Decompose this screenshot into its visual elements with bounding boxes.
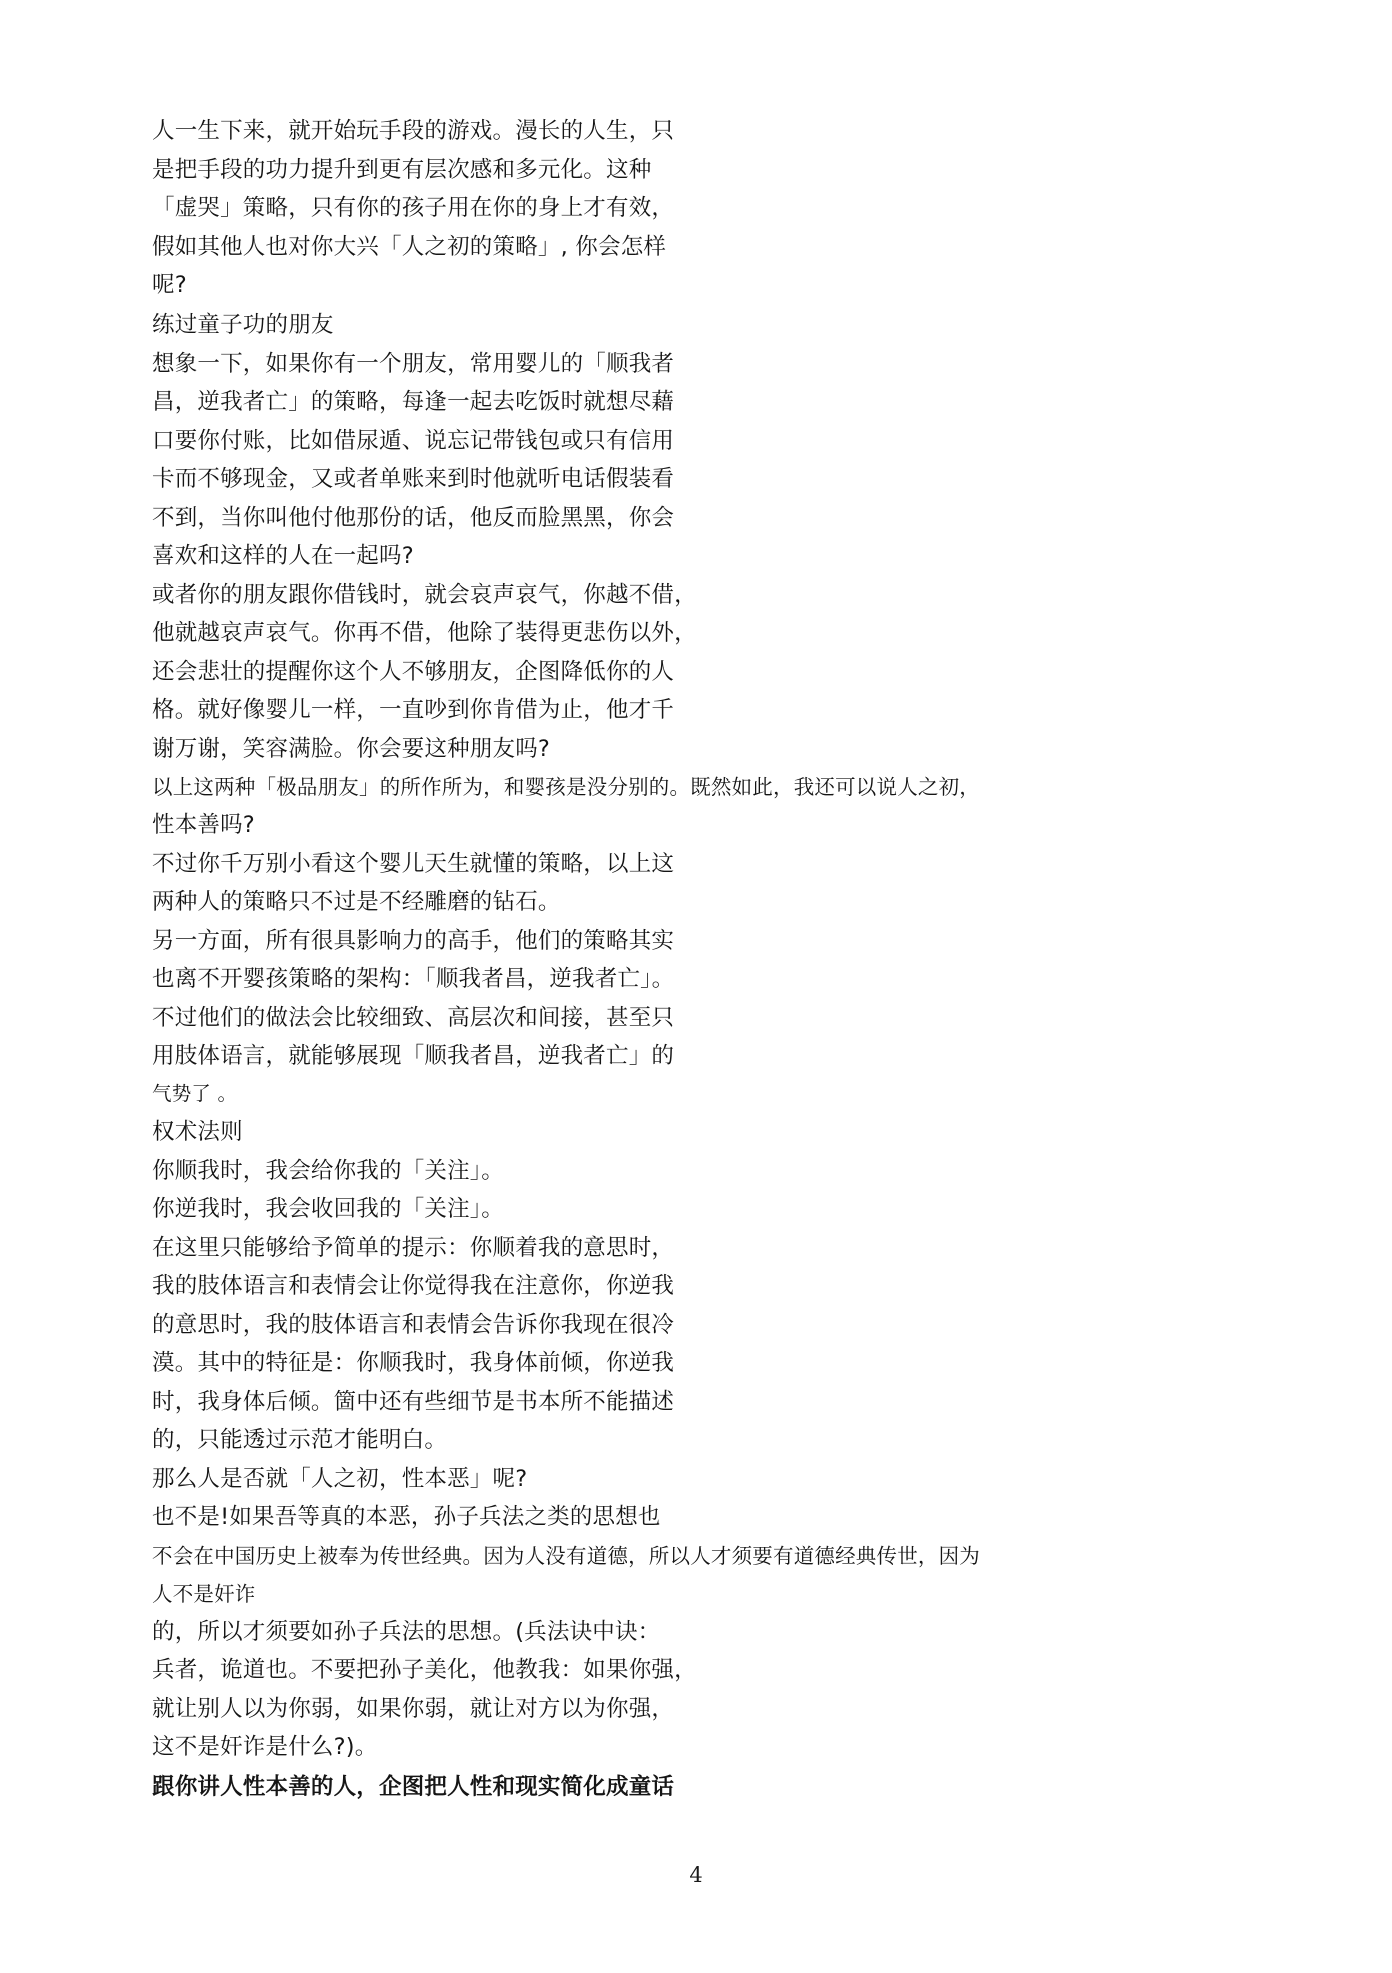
page-number: 4 [689, 1863, 703, 1887]
paragraph-block [152, 112, 1272, 1807]
text-line: 用肢体语言，就能够展现「顺我者昌，逆我者亡」的 [152, 1043, 675, 1069]
text-line: 他就越哀声哀气。你再不借，他除了装得更悲伤以外， [152, 620, 697, 646]
text-line-small: 气势了 。 [152, 1081, 238, 1105]
text-line: 两种人的策略只不过是不经雕磨的钻石。 [152, 889, 561, 915]
text-line: 是把手段的功力提升到更有层次感和多元化。这种 [152, 156, 652, 183]
document-text-column [152, 112, 1272, 1807]
text-line: 那么人是否就「人之初，性本恶」呢? [152, 1465, 528, 1492]
text-line: 昌，逆我者亡」的策略，每逢一起去吃饭时就想尽藉 [152, 389, 675, 415]
section-heading: 练过童子功的朋友 [152, 311, 334, 338]
text-line: 另一方面，所有很具影响力的高手，他们的策略其实 [152, 927, 675, 954]
text-line: 时，我身体后倾。箇中还有些细节是书本所不能描述 [152, 1388, 675, 1415]
text-line: 格。就好像婴儿一样，一直吵到你肯借为止，他才千 [152, 697, 675, 723]
text-line: 不到，当你叫他付他那份的话，他反而脸黑黑，你会 [152, 504, 675, 531]
text-line: 谢万谢，笑容满脸。你会要这种朋友吗? [152, 735, 551, 762]
text-line: 我的肢体语言和表情会让你觉得我在注意你，你逆我 [152, 1273, 675, 1299]
text-line: 就让别人以为你弱，如果你弱，就让对方以为你强， [152, 1695, 675, 1722]
text-line: 口要你付账，比如借尿遁、说忘记带钱包或只有信用 [152, 427, 675, 454]
text-line: 卡而不够现金，又或者单账来到时他就听电话假装看 [152, 466, 675, 492]
text-line: 在这里只能够给予简单的提示：你顺着我的意思时， [152, 1234, 675, 1261]
text-line: 的意思时，我的肢体语言和表情会告诉你我现在很冷 [152, 1311, 675, 1338]
text-line: 人一生下来，就开始玩手段的游戏。漫长的人生，只 [152, 118, 675, 144]
section-heading: 权术法则 [152, 1118, 243, 1145]
text-line-wide: 不会在中国历史上被奉为传世经典。因为人没有道德，所以人才须要有道德经典传世，因为 [152, 1543, 980, 1568]
text-line: 兵者，诡道也。不要把孙子美化，他教我：如果你强， [152, 1657, 697, 1683]
text-line: 「虚哭」策略，只有你的孩子用在你的身上才有效， [152, 195, 675, 221]
text-line: 想象一下，如果你有一个朋友，常用婴儿的「顺我者 [152, 350, 675, 377]
text-line-bold: 跟你讲人性本善的人，企图把人性和现实简化成童话 [152, 1773, 675, 1800]
text-line: 喜欢和这样的人在一起吗? [152, 543, 414, 569]
text-line: 不过他们的做法会比较细致、高层次和间接，甚至只 [152, 1004, 675, 1031]
text-line: 的，所以才须要如孙子兵法的思想。(兵法诀中诀： [152, 1618, 661, 1645]
text-line: 还会悲壮的提醒你这个人不够朋友，企图降低你的人 [152, 658, 675, 685]
text-line: 或者你的朋友跟你借钱时，就会哀声哀气，你越不借， [152, 581, 697, 608]
text-line-wide: 人不是奸诈 [152, 1581, 256, 1606]
text-line: 不过你千万别小看这个婴儿天生就懂的策略，以上这 [152, 850, 675, 877]
text-line: 假如其他人也对你大兴「人之初的策略」, 你会怎样 [152, 233, 667, 260]
text-line: 也不是!如果吾等真的本恶，孙子兵法之类的思想也 [152, 1504, 661, 1530]
text-line-wide: 以上这两种「极品朋友」的所作所为，和婴孩是没分别的。既然如此，我还可以说人之初， [152, 775, 980, 799]
text-line: 漠。其中的特征是：你顺我时，我身体前倾，你逆我 [152, 1350, 675, 1376]
text-line: 的，只能透过示范才能明白。 [152, 1427, 448, 1453]
text-line: 也离不开婴孩策略的架构：「顺我者昌，逆我者亡」。 [152, 966, 675, 992]
text-line: 性本善吗? [152, 812, 255, 838]
text-line: 呢? [152, 272, 187, 298]
text-line: 这不是奸诈是什么?)。 [152, 1734, 378, 1760]
text-line: 你逆我时，我会收回我的「关注」。 [152, 1196, 504, 1222]
text-line: 你顺我时，我会给你我的「关注」。 [152, 1157, 504, 1184]
